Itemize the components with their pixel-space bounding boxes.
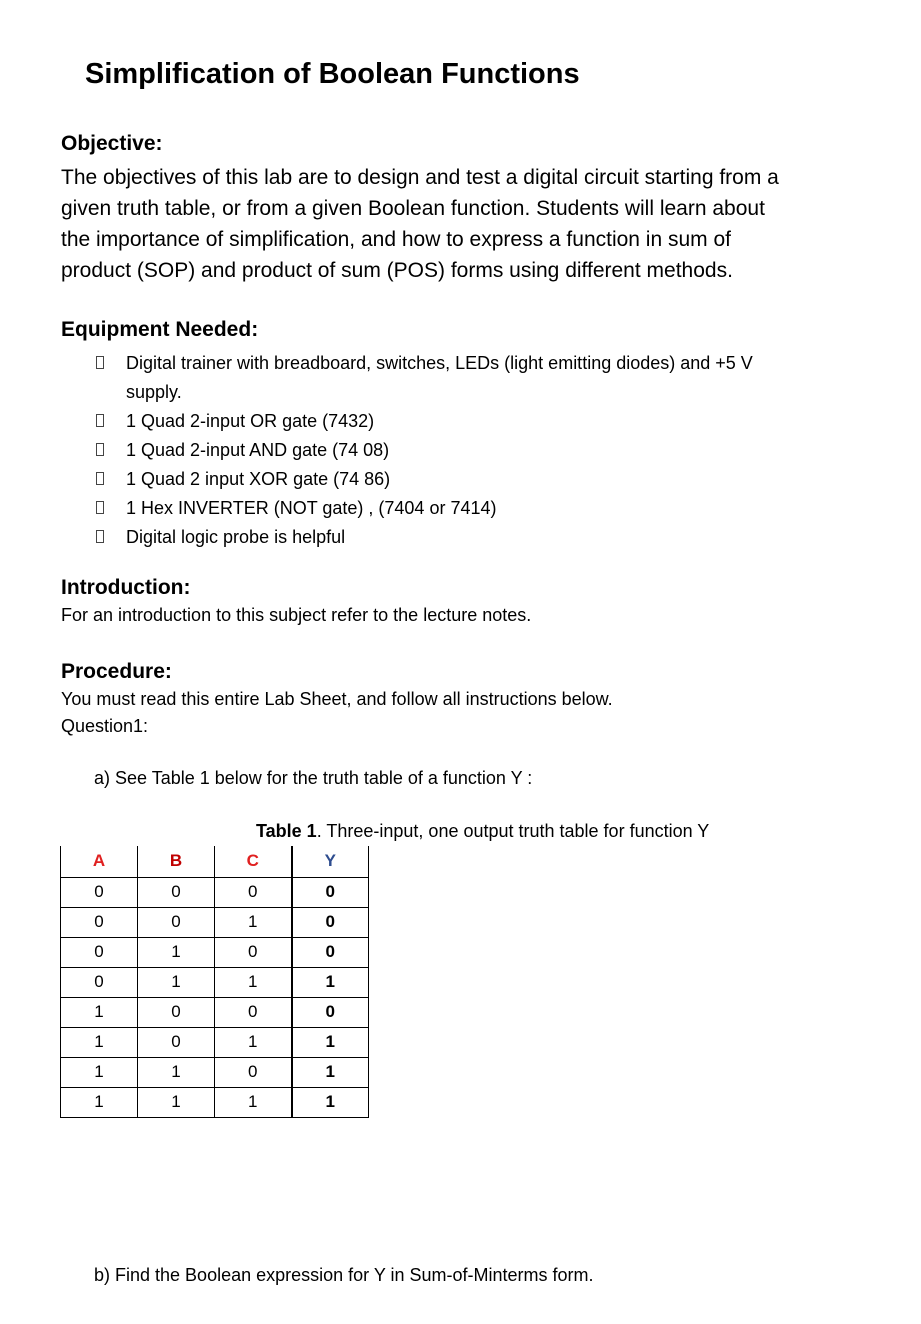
table-cell-b: 0 [138,907,215,937]
header-c: C [215,846,292,877]
table-cell-c: 1 [215,907,292,937]
table-cell-b: 0 [138,997,215,1027]
question-label: Question1: [61,716,149,736]
objective-text [61,162,871,286]
table-cell-a: 0 [61,877,138,907]
bullet-icon [96,414,104,427]
table-cell-c: 0 [215,877,292,907]
table-caption-label: Table 1 [256,821,317,841]
bullet-icon [96,530,104,543]
table-cell-c: 0 [215,1057,292,1087]
header-b: B [138,846,215,877]
table-cell-y: 0 [292,877,369,907]
equipment-item [94,407,753,435]
objective-line: given truth table, or from a given Boolean function. Students will learn about [61,197,765,220]
table-cell-b: 0 [138,877,215,907]
procedure-text: You must read this entire Lab Sheet, and follow all instructions below. [61,689,613,709]
table-row [61,877,369,907]
truth-table [60,846,369,1118]
table-cell-b: 1 [138,1087,215,1117]
table-cell-y: 1 [292,967,369,997]
header-a: A [61,846,138,877]
table-cell-b: 1 [138,967,215,997]
table-cell-b: 1 [138,937,215,967]
bullet-icon [96,472,104,485]
objective-line: the importance of simplification, and how to express a function in sum of [61,228,732,251]
table-row [61,907,369,937]
table-row [61,967,369,997]
equipment-item [94,494,753,522]
equipment-item-label: Digital trainer with breadboard, switches, LEDs (light emitting diodes) and +5 V [126,353,753,373]
header-y: Y [292,846,369,877]
table-row [61,1057,369,1087]
table-row [61,997,369,1027]
table-cell-b: 0 [138,1027,215,1057]
table-row [61,1027,369,1057]
table-cell-b: 1 [138,1057,215,1087]
table-cell-c: 0 [215,997,292,1027]
part-b-text: b) Find the Boolean expression for Y in Sum-of-Minterms form. [94,1265,594,1285]
table-header-row [61,846,369,877]
table-cell-y: 1 [292,1057,369,1087]
table-cell-y: 0 [292,997,369,1027]
equipment-item-label: 1 Quad 2-input OR gate (7432) [126,411,375,431]
bullet-icon [96,443,104,456]
table-caption-text: . Three-input, one output truth table for function Y [316,821,710,841]
objective-line: The objectives of this lab are to design and test a digital circuit starting from a [61,166,779,189]
table-cell-a: 1 [61,1087,138,1117]
objective-heading: Objective: [61,132,163,155]
table-row [61,1087,369,1117]
equipment-item-label: 1 Quad 2 input XOR gate (74 86) [126,469,391,489]
table-cell-a: 1 [61,997,138,1027]
equipment-heading: Equipment Needed: [61,318,259,341]
table-cell-y: 1 [292,1027,369,1057]
equipment-item [94,349,753,377]
introduction-heading: Introduction: [61,576,191,599]
bullet-icon [96,501,104,514]
equipment-item-label: 1 Hex INVERTER (NOT gate) , (7404 or 7414) [126,498,497,518]
equipment-list [94,349,753,552]
introduction-text: For an introduction to this subject refer to the lecture notes. [61,605,532,625]
table-cell-a: 0 [61,937,138,967]
equipment-item-continuation [94,378,753,406]
objective-line: product (SOP) and product of sum (POS) forms using different methods. [61,259,733,282]
page-title: Simplification of Boolean Functions [85,58,580,90]
table-cell-c: 0 [215,937,292,967]
bullet-icon [96,356,104,369]
table-cell-a: 1 [61,1027,138,1057]
table-cell-y: 1 [292,1087,369,1117]
equipment-item [94,436,753,464]
table-cell-a: 0 [61,907,138,937]
part-a-text: a) See Table 1 below for the truth table of a function Y : [94,768,533,788]
equipment-item [94,465,753,493]
table-cell-c: 1 [215,1087,292,1117]
table-cell-c: 1 [215,1027,292,1057]
table-cell-a: 0 [61,967,138,997]
table-cell-y: 0 [292,907,369,937]
equipment-item [94,523,753,551]
table-caption [256,821,709,842]
table-cell-y: 0 [292,937,369,967]
table-cell-c: 1 [215,967,292,997]
equipment-item-label: supply. [126,382,182,402]
truth-table-body [61,877,369,1117]
equipment-item-label: Digital logic probe is helpful [126,527,346,547]
equipment-item-label: 1 Quad 2-input AND gate (74 08) [126,440,390,460]
table-row [61,937,369,967]
table-cell-a: 1 [61,1057,138,1087]
procedure-heading: Procedure: [61,660,172,683]
